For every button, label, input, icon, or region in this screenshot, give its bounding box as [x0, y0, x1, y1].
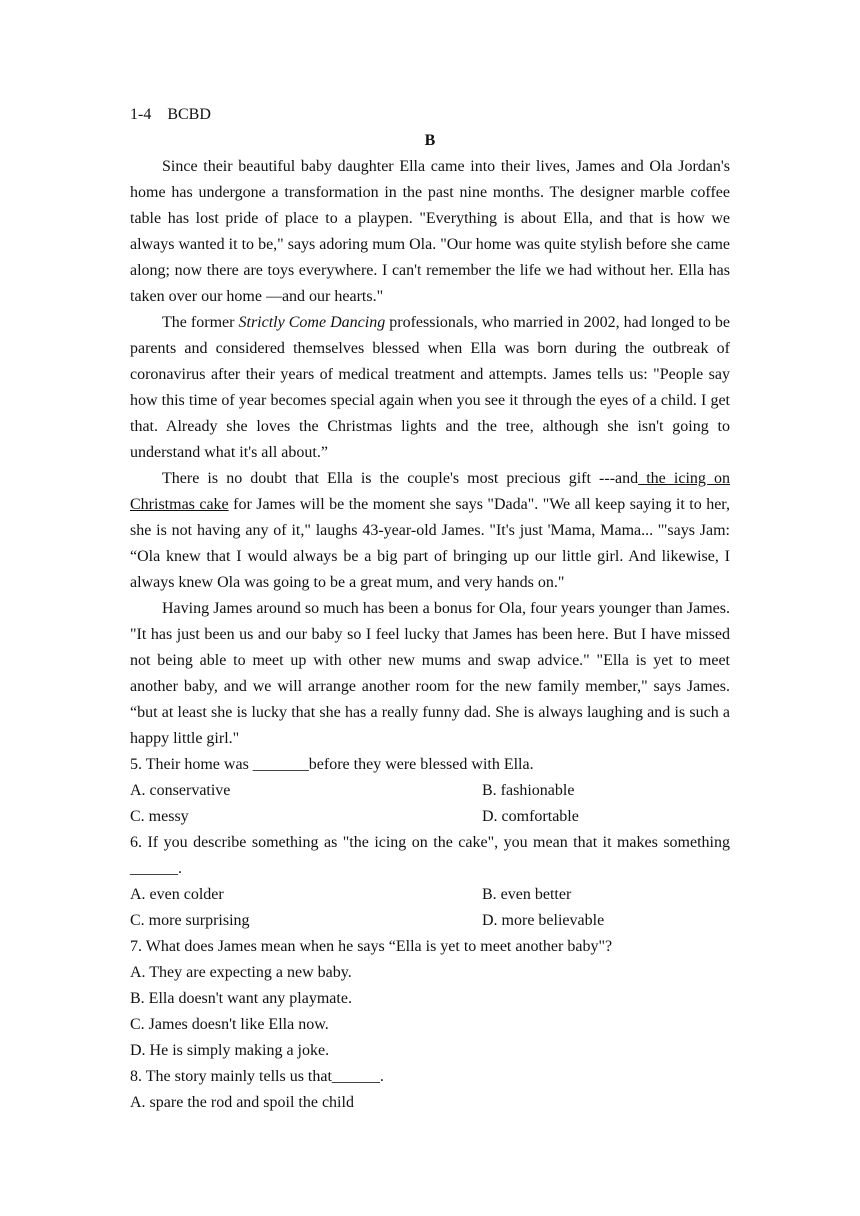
question-5-stem: 5. Their home was _______before they were blessed with Ella.	[130, 756, 534, 773]
option-5c: C. messy	[130, 808, 189, 825]
option-7d: D. He is simply making a joke.	[130, 1042, 330, 1059]
option-6c: C. more surprising	[130, 912, 250, 929]
question-6-options-row-2	[130, 908, 730, 934]
question-6-options-row-1	[130, 882, 730, 908]
question-6-stem: 6. If you describe something as "the icing on the cake", you mean that it makes something ______.	[130, 834, 730, 877]
option-5b: B. fashionable	[482, 782, 575, 799]
document-page	[130, 102, 730, 1116]
option-7c: C. James doesn't like Ella now.	[130, 1016, 329, 1033]
question-5-options-row-2	[130, 804, 730, 830]
question-5-options-row-1	[130, 778, 730, 804]
option-6b: B. even better	[482, 886, 572, 903]
option-8a: A. spare the rod and spoil the child	[130, 1094, 354, 1111]
section-heading: B	[424, 132, 436, 149]
option-6d: D. more believable	[482, 912, 605, 929]
paragraph-4: Having James around so much has been a bonus for Ola, four years younger than James. "It has just been us and our baby so I feel lucky that James has been here. But I have missed not being able to meet up with other new mums and swap advice." "Ella is yet to meet another baby, and we will arrange another room for the new family member," says James. “but at least she is lucky that she has a really funny dad. She is always laughing and is such a happy little girl."	[130, 600, 730, 747]
option-5a: A. conservative	[130, 782, 231, 799]
option-7b: B. Ella doesn't want any playmate.	[130, 990, 352, 1007]
paragraph-1: Since their beautiful baby daughter Ella came into their lives, James and Ola Jordan's home has undergone a transformation in the past nine months. The designer marble coffee table has lost pride of place to a playpen. "Everything is about Ella, and that is how we always wanted it to be," says adoring mum Ola. "Our home was quite stylish before she came along; now there are toys everywhere. I can't remember the life we had without her. Ella has taken over our home —and our hearts."	[130, 158, 730, 305]
option-6a: A. even colder	[130, 886, 224, 903]
paragraph-2	[130, 310, 730, 466]
question-8-stem: 8. The story mainly tells us that______.	[130, 1068, 384, 1085]
paragraph-3-part-1: There is no doubt that Ella is the couple's most precious gift ---and	[162, 470, 639, 487]
paragraph-3	[130, 466, 730, 596]
paragraph-2-part-2: professionals, who married in 2002, had longed to be parents and considered themselves blessed when Ella was born during the outbreak of coronavirus after their years of medical treatment and attempts. James tells us: "People say how this time of year becomes special again when you see it through the eyes of a child. I get that. Already she loves the Christmas lights and the tree, although she isn't going to understand what it's all about.”	[130, 314, 731, 461]
show-title: Strictly Come Dancing	[238, 314, 386, 331]
paragraph-3-part-2: for James will be the moment she says "Dada". "We all keep saying it to her, she is not having any of it," laughs 43-year-old James. "It's just 'Mama, Mama... '"says Jam: “Ola knew that I would always be a big part of bringing up our little girl. And likewise, I always knew Ola was going to be a great mum, and very hands on."	[130, 496, 730, 591]
underlined-phrase: the icing on Christmas cake	[130, 470, 730, 513]
paragraph-2-part-1: The former	[162, 314, 239, 331]
option-5d: D. comfortable	[482, 808, 579, 825]
answer-key: 1-4 BCBD	[130, 106, 211, 123]
option-7a: A. They are expecting a new baby.	[130, 964, 352, 981]
question-7-stem: 7. What does James mean when he says “Ella is yet to meet another baby"?	[130, 938, 613, 955]
